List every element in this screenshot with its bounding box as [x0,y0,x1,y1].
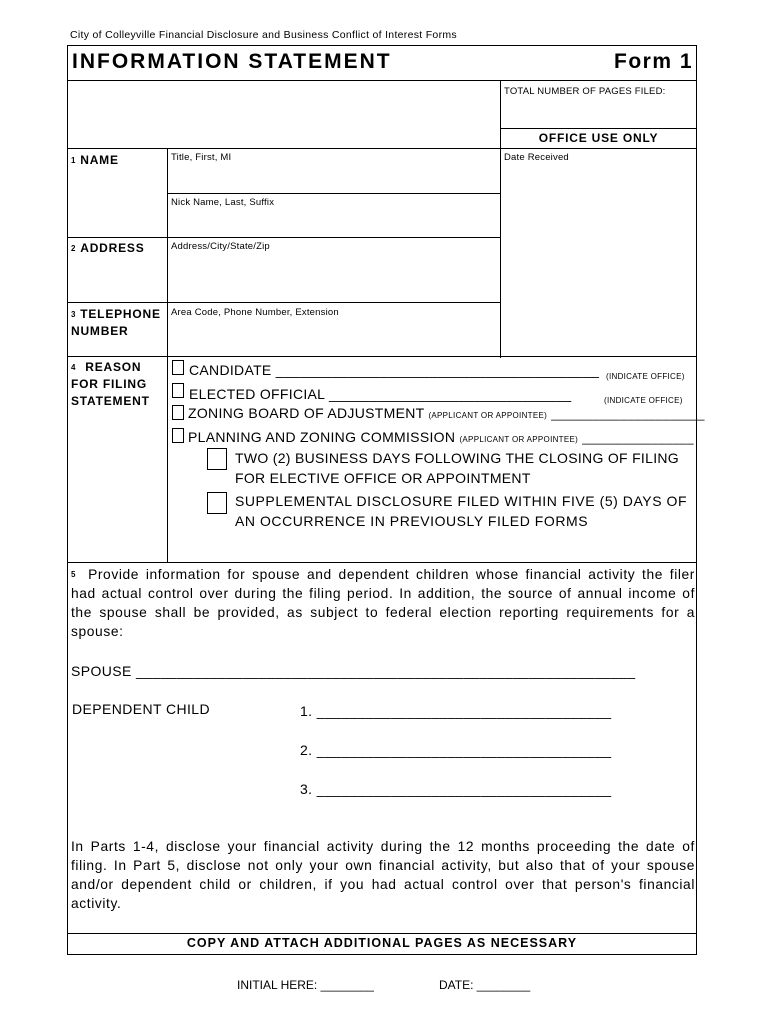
address-field[interactable]: Address/City/State/Zip [171,241,270,252]
telephone-field[interactable]: Area Code, Phone Number, Extension [171,307,339,318]
section-reason-text-2: FOR FILING [71,377,147,391]
option-two-days-line1: TWO (2) BUSINESS DAYS FOLLOWING THE CLOSING OF FILING [235,450,679,466]
dependent-child-1-field[interactable]: 1. ____________________________________ [300,703,612,719]
option-candidate-text: CANDIDATE ________________________________________ [189,362,600,378]
office-use-top-line [500,128,697,129]
initial-here-field[interactable]: INITIAL HERE: ________ [237,978,374,992]
form-series-title: City of Colleyville Financial Disclosure and Business Conflict of Interest Forms [70,29,457,41]
total-pages-label: TOTAL NUMBER OF PAGES FILED: [504,86,666,97]
section-telephone-text: TELEPHONE [80,307,161,321]
right-panel-divider [500,80,501,358]
attach-bar-top-line [67,933,697,934]
date-field[interactable]: DATE: ________ [439,978,531,992]
option-supplemental-line1: SUPPLEMENTAL DISCLOSURE FILED WITHIN FIVE (5) DAYS OF [235,493,688,509]
option-zoning-note: (APPLICANT OR APPOINTEE) [428,411,548,420]
option-planning-text: PLANNING AND ZONING COMMISSION [188,429,456,445]
elected-official-checkbox[interactable] [172,383,184,398]
date-received-label: Date Received [504,152,569,163]
office-use-bottom-line [500,148,697,149]
option-supplemental [235,492,687,531]
attach-pages-notice: COPY AND ATTACH ADDITIONAL PAGES AS NECESSARY [186,936,578,950]
zoning-board-checkbox[interactable] [172,405,184,420]
section-reason-label [71,359,150,410]
option-zoning-text: ZONING BOARD OF ADJUSTMENT [188,405,425,421]
section-address-text: ADDRESS [80,241,145,255]
section-name-text: NAME [80,153,119,167]
section-name-label [71,152,119,169]
option-candidate-note [606,366,685,382]
section-number: 5 [71,570,77,579]
section-number: 3 [71,310,77,319]
name-field-title-first-mi[interactable]: Title, First, MI [171,152,232,163]
name-field-divider [167,193,500,194]
planning-zoning-checkbox[interactable] [172,428,184,443]
section1-top-line [67,148,500,149]
section-reason-text: REASON [85,360,142,374]
section5-top-line [67,562,697,563]
supplemental-disclosure-checkbox[interactable] [207,492,227,514]
option-two-days-line2: FOR ELECTIVE OFFICE OR APPOINTMENT [235,469,531,486]
label-column-divider [167,148,168,562]
part5-paragraph [71,565,695,641]
section3-top-line [67,302,500,303]
section-number: 1 [71,156,77,165]
section-address-label [71,240,145,257]
section-reason-text-3: STATEMENT [71,394,150,408]
option-planning-note: (APPLICANT OR APPOINTEE) [459,435,579,444]
option-planning-line: ________________ [582,431,694,445]
section-number: 2 [71,244,77,253]
option-zoning [188,405,705,421]
option-two-business-days [235,449,679,488]
two-business-days-checkbox[interactable] [207,448,227,470]
option-candidate [189,362,599,378]
section-number: 4 [71,363,77,372]
option-elected-text: ELECTED OFFICIAL ______________________________ [189,386,572,402]
option-planning [188,429,694,445]
option-elected-note [604,390,683,406]
section-telephone-label [71,306,161,340]
section4-top-line [67,356,697,357]
section2-top-line [67,237,500,238]
part5-paragraph-text: Provide information for spouse and dependent children whose financial activity the filer had actual control over during the filing period. In addition, the source of annual income of the spouse shall be provided, as subject to federal election reporting requirements for a spouse: [71,567,695,639]
name-field-nick-last-suffix[interactable]: Nick Name, Last, Suffix [171,197,275,208]
option-candidate-note-text: (INDICATE OFFICE) [606,372,685,381]
dependent-child-2-field[interactable]: 2. ____________________________________ [300,742,612,758]
dependent-child-3-field[interactable]: 3. ____________________________________ [300,781,612,797]
candidate-checkbox[interactable] [172,360,184,375]
option-zoning-line: ______________________ [551,407,705,421]
title-divider [67,80,697,81]
option-elected-note-text: (INDICATE OFFICE) [604,396,683,405]
page-title: INFORMATION STATEMENT [72,50,392,73]
option-supplemental-line2: AN OCCURRENCE IN PREVIOUSLY FILED FORMS [235,512,589,529]
instructions-paragraph: In Parts 1-4, disclose your financial activity during the 12 months proceeding the date of filing. In Part 5, disclose not only your own financial activity, but also that of your spouse and/or dependent child or children, if you had actual control over that person's financial activity. [71,839,695,911]
spouse-field[interactable]: SPOUSE _____________________________________________________________ [71,663,636,679]
section-telephone-text-2: NUMBER [71,324,129,338]
office-use-heading: OFFICE USE ONLY [538,131,659,145]
dependent-child-label: DEPENDENT CHILD [72,701,210,717]
option-elected [189,386,572,402]
form-number: Form 1 [614,50,694,73]
